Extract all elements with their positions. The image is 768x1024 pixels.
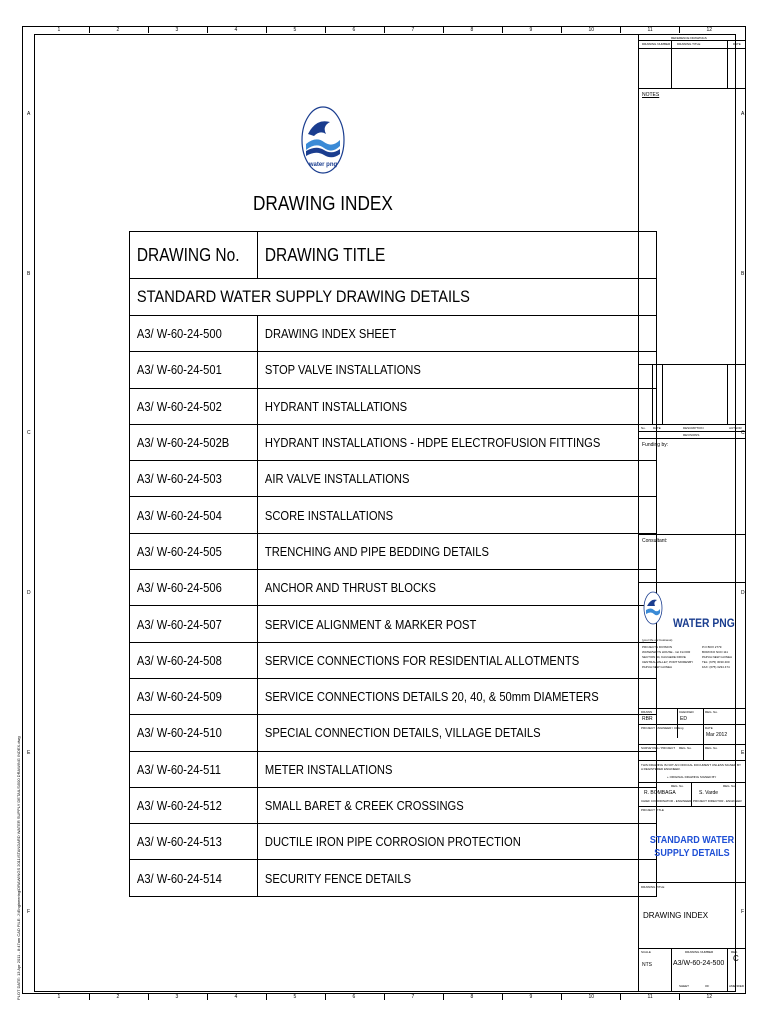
grid-number: 11 (647, 994, 653, 1000)
drawing-number-cell: A3/ W-60-24-510 (130, 715, 258, 751)
table-row (130, 678, 657, 714)
ref-header: REFERENCE DRAWINGS (671, 36, 707, 40)
drawing-title-cell: DRAWING INDEX SHEET (258, 316, 657, 352)
reg-label-5: REG. No. (723, 784, 736, 788)
grid-number: 12 (706, 994, 713, 1000)
grid-number: 2 (116, 27, 120, 33)
grid-tick (148, 26, 149, 33)
table-row (130, 860, 657, 896)
grid-number: 10 (588, 27, 595, 33)
reg-label-2: REG. No. (679, 746, 692, 750)
header-drawing-title: DRAWING TITLE (258, 232, 657, 279)
table-row (130, 461, 657, 497)
company-logo-icon (643, 590, 663, 631)
grid-tick (679, 993, 680, 1000)
grid-number: 9 (529, 27, 533, 33)
surveying-label: SURVEYING / PROJECT (641, 746, 676, 750)
drawing-index-table (129, 231, 657, 897)
of-label: OF (705, 984, 710, 988)
grid-number: 4 (234, 994, 238, 1000)
checked-value: ED (680, 716, 687, 722)
table-row (130, 388, 657, 424)
sheet-label: SHEET (679, 984, 690, 988)
grid-tick (679, 26, 680, 33)
grid-letter: E (27, 749, 31, 756)
grid-tick (148, 993, 149, 1000)
drawing-number-cell: A3/ W-60-24-500 (130, 316, 258, 352)
drawing-number-cell: A3/ W-60-24-504 (130, 497, 258, 533)
rev-box-vline (727, 948, 728, 992)
grid-letter: A (741, 110, 745, 117)
grid-number: 6 (352, 27, 356, 33)
notes-label: NOTES (642, 92, 660, 98)
cert-text-2: + ORIGINAL DRAWING SIGNED BY (667, 775, 717, 779)
grid-number: 6 (352, 994, 356, 1000)
table-row (130, 533, 657, 569)
drawing-number-cell: A3/ W-60-24-502 (130, 388, 258, 424)
scale-divider (639, 948, 745, 949)
drawing-number-cell: A3/ W-60-24-505 (130, 533, 258, 569)
ref-col-date: DATE (733, 42, 741, 46)
drawing-number-cell: A3/ W-60-24-513 (130, 824, 258, 860)
grid-tick (89, 993, 90, 1000)
consultant-label: Consultant: (642, 538, 668, 544)
drawing-title-cell: SERVICE ALIGNMENT & MARKER POST (258, 606, 657, 642)
index-title: DRAWING INDEX (253, 193, 393, 215)
reg-label-1: REG. No. (705, 710, 718, 714)
grid-tick (620, 26, 621, 33)
drawn-vline (677, 708, 678, 738)
address-right (702, 645, 732, 670)
grid-number: 10 (588, 994, 595, 1000)
rev-col-date: DATE (653, 426, 661, 430)
grid-letter: F (27, 909, 31, 916)
rev-vline-3 (727, 364, 728, 424)
grid-tick (502, 993, 503, 1000)
date-value: Mar 2012 (706, 732, 728, 738)
table-row (130, 352, 657, 388)
grid-tick (561, 26, 562, 33)
notes-divider (639, 88, 745, 89)
drawing-number-cell: A3/ W-60-24-511 (130, 751, 258, 787)
grid-tick (325, 26, 326, 33)
rev-vline-2 (662, 364, 663, 424)
funding-divider (639, 438, 745, 439)
grid-number: 3 (175, 27, 179, 33)
drawing-number-cell: A3/ W-60-24-512 (130, 787, 258, 823)
signer-1-role: CHIEF COORDINATOR - ENGINEER (641, 799, 692, 803)
checked-label: CHECKED (679, 710, 694, 714)
grid-number: 7 (411, 27, 415, 33)
grid-tick (266, 993, 267, 1000)
sign-divider (639, 782, 745, 783)
drawing-title-divider (639, 882, 745, 883)
address-line: WATERWAYS HOUSE - 1st FLOOR (642, 650, 691, 654)
section-row (130, 279, 657, 316)
address-line: BOROKO NCD 111 (702, 650, 728, 654)
grid-number: 8 (470, 27, 474, 33)
drawing-number-cell: A3/ W-60-24-509 (130, 678, 258, 714)
grid-tick (502, 26, 503, 33)
section-title: STANDARD WATER SUPPLY DRAWING DETAILS (130, 279, 657, 316)
funding-label: Funding by: (642, 442, 669, 448)
grid-tick (443, 993, 444, 1000)
signer-2-role: PROJECT DIRECTOR - ENGINEER (693, 799, 742, 803)
title-block (638, 34, 744, 992)
grid-letter: B (741, 270, 745, 277)
grid-tick (384, 26, 385, 33)
drawing-title-label: DRAWING TITLE (641, 885, 665, 889)
drawing-number-cell: A3/ W-60-24-507 (130, 606, 258, 642)
grid-tick (207, 993, 208, 1000)
table-row (130, 606, 657, 642)
grid-tick (266, 26, 267, 33)
grid-letter: B (27, 270, 31, 277)
grid-letter: A (27, 110, 31, 117)
grid-tick (89, 26, 90, 33)
grid-number: 4 (234, 27, 238, 33)
rev-label: REV. (731, 950, 738, 954)
project-title-label: PROJECT TITLE (641, 808, 664, 812)
rev-col-no: No. (641, 426, 646, 430)
grid-letter: C (741, 430, 745, 437)
ref-col-no: DRAWING NUMBER (642, 42, 671, 46)
grid-number: 8 (470, 994, 474, 1000)
drawing-title-cell: HYDRANT INSTALLATIONS (258, 388, 657, 424)
drawing-number-cell: A3/ W-60-24-514 (130, 860, 258, 896)
grid-tick (325, 993, 326, 1000)
grid-tick (620, 993, 621, 1000)
address-left (642, 645, 693, 670)
table-row (130, 787, 657, 823)
drawing-title-value: DRAWING INDEX (643, 911, 709, 920)
grid-number: 12 (706, 27, 713, 33)
drawn-divider (639, 708, 745, 709)
grid-letter: C (27, 430, 31, 437)
table-row (130, 424, 657, 460)
grid-number: 11 (647, 27, 653, 33)
company-name: WATER PNG (673, 616, 735, 630)
drawing-title-cell: ANCHOR AND THRUST BLOCKS (258, 570, 657, 606)
drawing-title-cell: TRENCHING AND PIPE BEDDING DETAILS (258, 533, 657, 569)
table-header-row (130, 232, 657, 279)
drawing-title-cell: SERVICE CONNECTIONS DETAILS 20, 40, & 50mm DIAMETERS (258, 678, 657, 714)
rev-label-divider (639, 431, 745, 432)
ref-col-title: DRAWING TITLE (677, 42, 701, 46)
plot-file-text: PLOT DATE: 13 Apr 2011 - 8:47am CAD FILE: J:\Engineering\DRAWINGS 2011\STANDARD WATER SUPPLY DETAILS\500 DRAWING INDEX.dwg (16, 736, 21, 1000)
grid-tick (384, 993, 385, 1000)
drawn-label: DRAWN (641, 710, 653, 714)
surveying-divider (639, 744, 745, 745)
grid-number: 5 (293, 994, 297, 1000)
drawing-title-cell: SERVICE CONNECTIONS FOR RESIDENTIAL ALLOTMENTS (258, 642, 657, 678)
grid-tick (207, 26, 208, 33)
table-row (130, 497, 657, 533)
scale-value: NTS (642, 962, 652, 968)
scale-vline (671, 948, 672, 992)
table-row (130, 824, 657, 860)
signer-2: S. Varde (699, 790, 719, 796)
amended-label: AMENDED (729, 984, 745, 988)
rev-col-desc: DESCRIPTION (683, 426, 704, 430)
drawn-value: RBR (642, 716, 653, 722)
table-row (130, 316, 657, 352)
rev-vline-1 (652, 364, 653, 424)
address-line: CENTRAL VALLEY, PORT MORESBY (642, 660, 694, 664)
scale-label: SCALE (641, 950, 651, 954)
grid-letter: D (27, 589, 31, 596)
consultant-divider (639, 534, 745, 535)
company-divider (639, 582, 745, 583)
grid-letter: D (741, 589, 745, 596)
company-tagline: (your life our business) (642, 638, 673, 642)
grid-number: 7 (411, 994, 415, 1000)
grid-tick (443, 26, 444, 33)
drawing-title-cell: METER INSTALLATIONS (258, 751, 657, 787)
table-row (130, 570, 657, 606)
grid-number: 2 (116, 994, 120, 1000)
rev-col-auth: AUTHOR (729, 426, 742, 430)
drawing-number-cell: A3/ W-60-24-503 (130, 461, 258, 497)
date-label: DATE (705, 726, 713, 730)
grid-number: 1 (57, 994, 61, 1000)
cert-text: THIS DRAWING IS NOT AN OFFICIAL DOCUMENT UNLESS SIGNED BY A REGISTERED ENGINEER. (641, 763, 741, 771)
drawing-title-cell: DUCTILE IRON PIPE CORROSION PROTECTION (258, 824, 657, 860)
header-drawing-no: DRAWING No. (130, 232, 258, 279)
drawing-title-cell: SECURITY FENCE DETAILS (258, 860, 657, 896)
address-line: SECTION 44, KAUGERE DRIVE (642, 655, 686, 659)
drawing-number-cell: A3/ W-60-24-502B (130, 424, 258, 460)
rev-value: C (733, 954, 739, 963)
drawing-title-cell: HYDRANT INSTALLATIONS - HDPE ELECTROFUSION FITTINGS (258, 424, 657, 460)
reg-label-3: REG. No. (705, 746, 718, 750)
reg-label-4: REG. No. (671, 784, 684, 788)
ref-divider (639, 40, 745, 41)
grid-number: 5 (293, 27, 297, 33)
drawing-number-cell: A3/ W-60-24-506 (130, 570, 258, 606)
address-line: P.O BOX 2779 (702, 645, 722, 649)
rev-cols-divider (639, 424, 745, 425)
address-line: PAPUA NEW GUINEA (702, 655, 732, 659)
address-line: PAPUA NEW GUINEA (642, 665, 672, 669)
address-line: FAX: (675) 3234 474 (702, 665, 730, 669)
drawing-number-label: DRAWING NUMBER (685, 950, 714, 954)
project-engineer-label: PROJECT ENGINEER / CPEng (641, 726, 684, 730)
grid-number: 9 (529, 994, 533, 1000)
address-line: TEL: (675) 3030 400 (702, 660, 730, 664)
table-row (130, 751, 657, 787)
drawing-number-cell: A3/ W-60-24-501 (130, 352, 258, 388)
grid-tick (561, 993, 562, 1000)
grid-letter: E (741, 749, 745, 756)
revisions-label: REVISIONS (683, 433, 700, 437)
signer-1: R. BOMBAGA (644, 790, 676, 796)
cert-divider (639, 760, 745, 761)
rev-top (639, 364, 745, 365)
drawing-title-cell: SMALL BARET & CREEK CROSSINGS (258, 787, 657, 823)
drawing-number-value: A3/W-60-24-500 (673, 960, 725, 967)
grid-letter: F (741, 909, 745, 916)
table-row (130, 642, 657, 678)
engineer-divider (639, 724, 745, 725)
drawing-title-cell: AIR VALVE INSTALLATIONS (258, 461, 657, 497)
drawing-title-cell: SCORE INSTALLATIONS (258, 497, 657, 533)
grid-number: 3 (175, 994, 179, 1000)
drawing-number-cell: A3/ W-60-24-508 (130, 642, 258, 678)
grid-number: 1 (57, 27, 61, 33)
project-title: STANDARD WATER SUPPLY DETAILS (649, 835, 735, 859)
table-row (130, 715, 657, 751)
drawing-title-cell: STOP VALVE INSTALLATIONS (258, 352, 657, 388)
ref-header-divider (639, 48, 745, 49)
drawing-title-cell: SPECIAL CONNECTION DETAILS, VILLAGE DETAILS (258, 715, 657, 751)
project-title-divider (639, 806, 745, 807)
logo-text: water png (308, 162, 338, 168)
address-line: PROJECTS DIVISION (642, 645, 673, 649)
reg-vline (703, 708, 704, 760)
water-png-logo (300, 104, 346, 176)
